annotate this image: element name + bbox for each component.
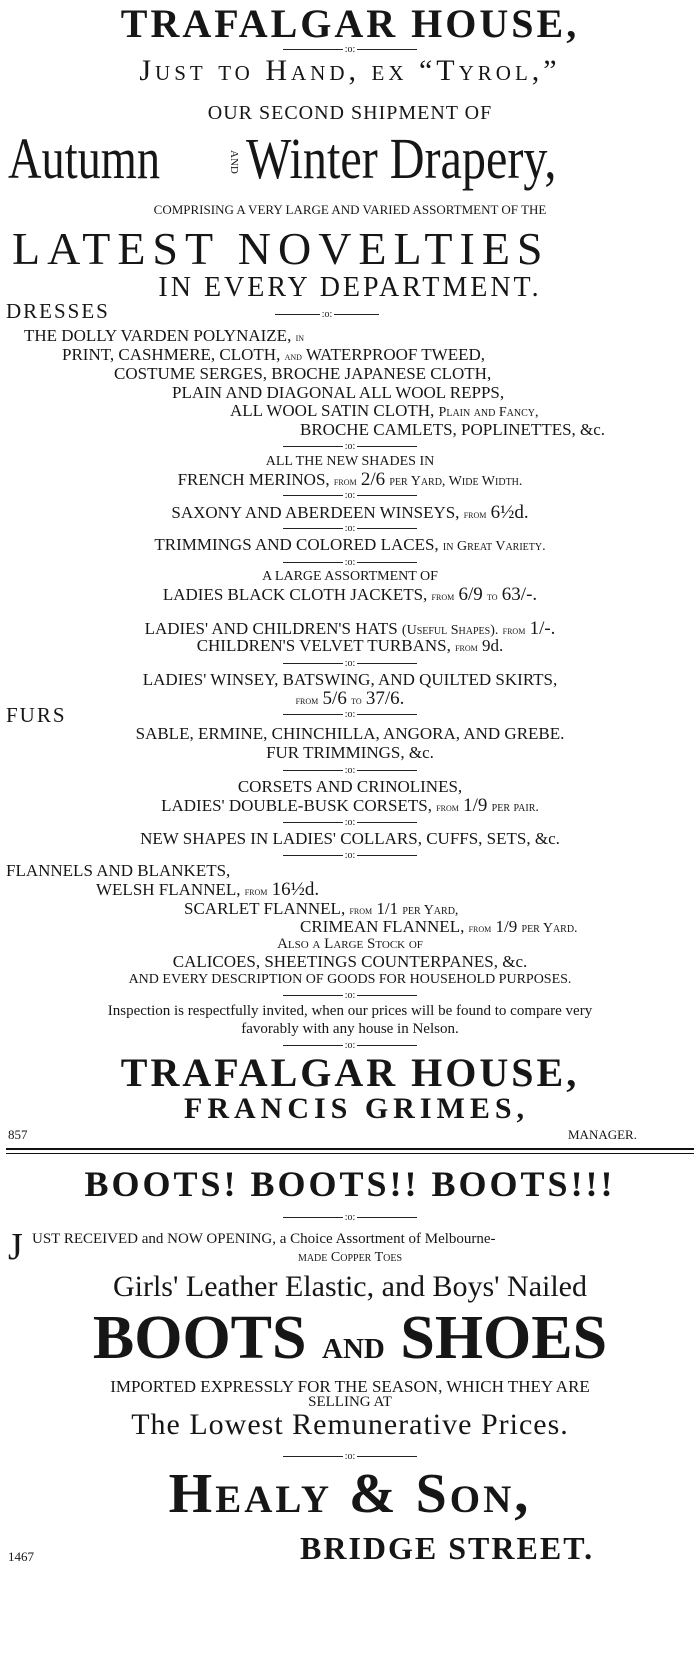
furs-heading: FURS xyxy=(6,703,67,727)
separator: :o: xyxy=(0,442,700,452)
column-rule xyxy=(6,1148,694,1150)
velvet-turbans-line: CHILDREN'S VELVET TURBANS, from 9d. xyxy=(196,636,504,655)
boots-and-shoes-heading: BOOTS and SHOES xyxy=(92,1304,608,1372)
imported-line-1: IMPORTED EXPRESSLY FOR THE SEASON, WHICH THEY ARE xyxy=(110,1377,590,1396)
flannels-line-4: CRIMEAN FLANNEL, from 1/9 per Yard. xyxy=(300,917,578,936)
furs-line-1: SABLE, ERMINE, CHINCHILLA, ANGORA, AND GREBE. xyxy=(135,724,565,743)
dresses-line-1: THE DOLLY VARDEN POLYNAIZE, in xyxy=(24,326,305,345)
separator: :o: xyxy=(0,991,700,1001)
trimmings-line: TRIMMINGS AND COLORED LACES, in Great Variety. xyxy=(154,535,546,554)
manager-label: MANAGER. xyxy=(568,1127,637,1142)
separator: :o: xyxy=(0,710,700,720)
separator: :o: xyxy=(0,659,700,669)
just-received-line-1: UST RECEIVED and NOW OPENING, a Choice Assortment of Melbourne- xyxy=(32,1231,496,1247)
large-assortment-line: A LARGE ASSORTMENT OF xyxy=(262,569,438,584)
separator: :o: xyxy=(0,851,700,861)
flannels-line-3: SCARLET FLANNEL, from 1/1 per Yard, xyxy=(184,899,459,918)
just-received-line-2: made Copper Toes xyxy=(297,1250,403,1265)
and-vertical-word: AND xyxy=(228,150,240,174)
comprising-line: COMPRISING A VERY LARGE AND VARIED ASSORTMENT OF THE xyxy=(153,202,547,217)
skirts-price-line: from 5/6 to 37/6. xyxy=(295,688,405,709)
french-merinos-line: FRENCH MERINOS, from 2/6 per Yard, Wide Width. xyxy=(177,469,523,490)
hats-line: LADIES' AND CHILDREN'S HATS (Useful Shapes). from 1/-. xyxy=(144,618,556,639)
separator: :o: xyxy=(0,558,700,568)
collars-line: NEW SHAPES IN LADIES' COLLARS, CUFFS, SETS, &c. xyxy=(140,829,560,848)
inspection-line-1: Inspection is respectfully invited, when our prices will be found to compare very xyxy=(107,1003,593,1019)
ad1-number: 857 xyxy=(8,1127,28,1142)
separator: :o: xyxy=(0,491,700,501)
flannels-line-6: CALICOES, SHEETINGS COUNTERPANES, &c. xyxy=(172,952,528,971)
dresses-heading: DRESSES xyxy=(6,299,110,323)
firm-name: Healy & Son, xyxy=(168,1463,532,1525)
drop-cap-j: J xyxy=(8,1226,23,1268)
dresses-line-5: ALL WOOL SATIN CLOTH, Plain and Fancy, xyxy=(230,401,539,420)
dresses-line-2: PRINT, CASHMERE, CLOTH, and WATERPROOF TWEED, xyxy=(62,345,486,364)
flannels-line-2: WELSH FLANNEL, from 16½d. xyxy=(96,879,320,900)
ad2-number: 1467 xyxy=(8,1549,34,1564)
lowest-prices-line: The Lowest Remunerative Prices. xyxy=(131,1408,569,1441)
corsets-line-2: LADIES' DOUBLE-BUSK CORSETS, from 1/9 per pair. xyxy=(161,795,539,816)
flannels-line-7: AND EVERY DESCRIPTION OF GOODS FOR HOUSEHOLD PURPOSES. xyxy=(128,972,572,987)
latest-novelties-heading: LATEST NOVELTIES xyxy=(12,223,550,274)
separator: :o: xyxy=(0,766,700,776)
ad1-footer-title: TRAFALGAR HOUSE, xyxy=(120,1050,580,1095)
autumn-word: Autumn xyxy=(8,126,161,191)
furs-line-2: FUR TRIMMINGS, &c. xyxy=(266,743,434,762)
separator: :o: xyxy=(0,818,700,828)
winter-drapery-words: Winter Drapery, xyxy=(246,126,557,191)
separator: :o: xyxy=(0,45,700,55)
winseys-line: SAXONY AND ABERDEEN WINSEYS, from 6½d. xyxy=(171,502,529,523)
dresses-line-3: COSTUME SERGES, BROCHE JAPANESE CLOTH, xyxy=(114,364,492,383)
corsets-line-1: CORSETS AND CRINOLINES, xyxy=(237,777,463,796)
street-address: BRIDGE STREET. xyxy=(300,1530,595,1566)
dresses-line-4: PLAIN AND DIAGONAL ALL WOOL REPPS, xyxy=(172,383,505,402)
flannels-line-1: FLANNELS AND BLANKETS, xyxy=(6,861,231,880)
inspection-line-2: favorably with any house in Nelson. xyxy=(241,1021,459,1037)
ad1-title: TRAFALGAR HOUSE, xyxy=(120,1,580,46)
every-department-line: IN EVERY DEPARTMENT. xyxy=(158,272,542,303)
cloth-jackets-line: LADIES BLACK CLOTH JACKETS, from 6/9 to 63/-. xyxy=(162,584,538,605)
second-shipment-line: OUR SECOND SHIPMENT OF xyxy=(207,102,493,124)
separator: :o: xyxy=(0,1213,700,1223)
new-shades-line: ALL THE NEW SHADES IN xyxy=(265,454,435,469)
imported-line-2: SELLING AT xyxy=(308,1394,392,1410)
separator: :o: xyxy=(0,1041,700,1051)
separator: :o: xyxy=(262,310,392,320)
separator: :o: xyxy=(0,1452,700,1462)
girls-boys-line: Girls' Leather Elastic, and Boys' Nailed xyxy=(112,1270,587,1303)
dresses-line-6: BROCHE CAMLETS, POPLINETTES, &c. xyxy=(300,420,606,439)
flannels-line-5: Also a Large Stock of xyxy=(277,936,423,952)
just-to-hand-line: Just to Hand, ex “Tyrol,” xyxy=(139,54,561,87)
proprietor-name: FRANCIS GRIMES, xyxy=(184,1092,530,1125)
column-rule xyxy=(6,1153,694,1154)
boots-headline: BOOTS! BOOTS!! BOOTS!!! xyxy=(84,1164,616,1204)
skirts-line: LADIES' WINSEY, BATSWING, AND QUILTED SKIRTS, xyxy=(142,670,558,689)
separator: :o: xyxy=(0,524,700,534)
